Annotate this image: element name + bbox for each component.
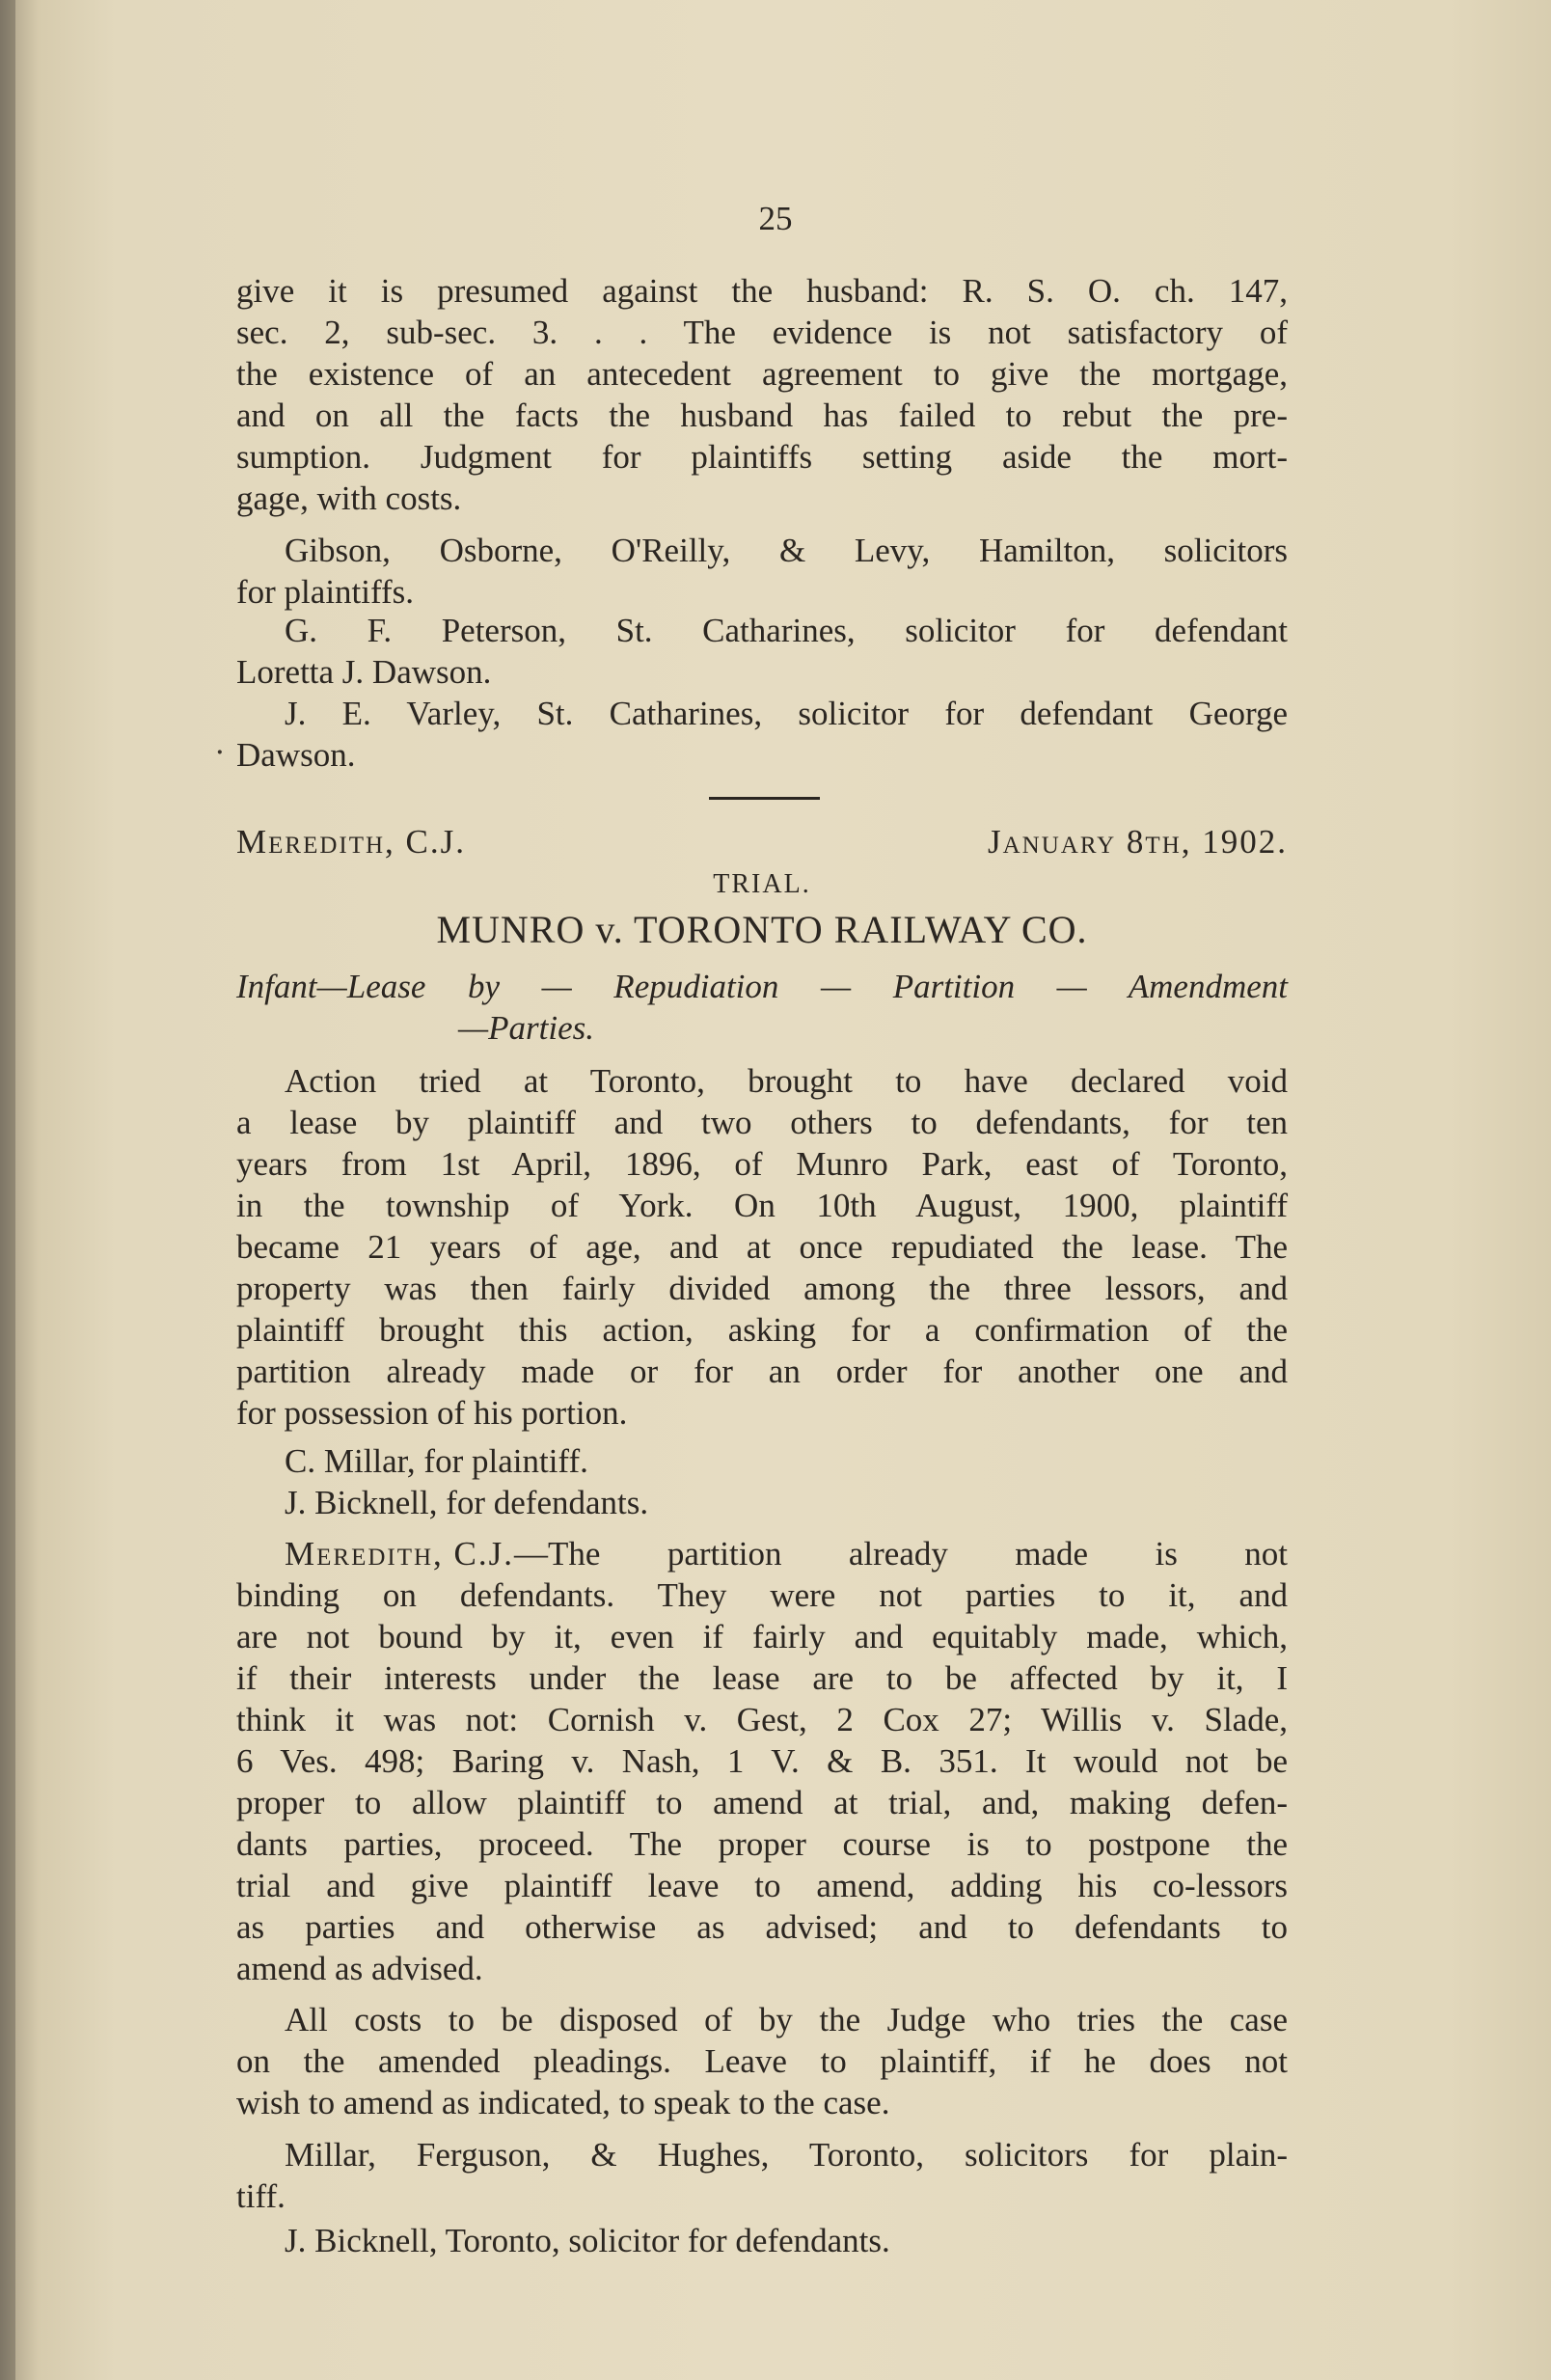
judgment-line: if their interests under the lease are to be affected by it, I [236,1659,1288,1697]
solicitor-line: Dawson. [236,736,356,774]
solicitor-line: J. E. Varley, St. Catharines, solicitor for defendant George [285,695,1288,732]
counsel-line: C. Millar, for plaintiff. [285,1442,588,1480]
judge-name: Meredith, C.J. [236,823,467,861]
judgment-line: are not bound by it, even if fairly and equitably made, which, [236,1618,1288,1655]
judgment-line: proper to allow plaintiff to amend at trial, and, making defen- [236,1784,1288,1821]
solicitor-line: J. Bicknell, Toronto, solicitor for defendants. [285,2222,890,2259]
paragraph-line: partition already made or for an order for another one and [236,1353,1288,1390]
paragraph-line: the existence of an antecedent agreement to give the mortgage, [236,355,1288,393]
paragraph-line: years from 1st April, 1896, of Munro Park, east of Toronto, [236,1145,1288,1183]
page-number: 25 [758,200,793,237]
judgment-line: as parties and otherwise as advised; and to defendants to [236,1908,1288,1946]
paragraph-line: property was then fairly divided among the three lessors, and [236,1270,1288,1307]
judgment-date: January 8th, 1902. [987,823,1288,861]
section-rule [709,797,820,800]
judgment-judge: Meredith, C.J. [285,1535,515,1573]
headnote-line: —Parties. [458,1009,594,1047]
paragraph-line: sumption. Judgment for plaintiffs setting aside the mort- [236,438,1288,476]
judgment-first-text: —The partition already made is not [514,1535,1288,1573]
paragraph-line: wish to amend as indicated, to speak to the case. [236,2084,890,2121]
paragraph-line: on the amended pleadings. Leave to plaintiff, if he does not [236,2042,1288,2080]
solicitor-line: tiff. [236,2177,286,2215]
paragraph-line: became 21 years of age, and at once repudiated the lease. The [236,1228,1288,1266]
paragraph-line: plaintiff brought this action, asking for a confirmation of the [236,1311,1288,1349]
judgment-line: binding on defendants. They were not parties to it, and [236,1576,1288,1614]
solicitor-line: for plaintiffs. [236,573,415,611]
paragraph-line: gage, with costs. [236,479,462,517]
paragraph-line: give it is presumed against the husband: R. S. O. ch. 147, [236,272,1288,310]
solicitor-line: Millar, Ferguson, & Hughes, Toronto, solicitors for plain- [285,2136,1288,2174]
paragraph-line: All costs to be disposed of by the Judge who tries the case [285,2001,1288,2038]
judgment-line: trial and give plaintiff leave to amend, adding his co-lessors [236,1867,1288,1904]
paragraph-line: a lease by plaintiff and two others to defendants, for ten [236,1104,1288,1141]
judgment-line: amend as advised. [236,1950,483,1987]
judgment-first-line [285,1534,1288,1574]
case-title: MUNRO v. TORONTO RAILWAY CO. [436,908,1088,951]
judgment-line: dants parties, proceed. The proper course is to postpone the [236,1825,1288,1863]
judgment-line: think it was not: Cornish v. Gest, 2 Cox 27; Willis v. Slade, [236,1701,1288,1738]
margin-mark: · [214,733,226,771]
counsel-line: J. Bicknell, for defendants. [285,1484,649,1521]
trial-label: TRIAL. [713,869,811,899]
paragraph-line: in the township of York. On 10th August, 1900, plaintiff [236,1187,1288,1224]
paragraph-line: for possession of his portion. [236,1394,628,1432]
paragraph-line: Action tried at Toronto, brought to have declared void [285,1062,1288,1100]
headnote-line: Infant—Lease by — Repudiation — Partition — Amendment [236,968,1288,1005]
paragraph-line: and on all the facts the husband has failed to rebut the pre- [236,397,1288,434]
judgment-line: 6 Ves. 498; Baring v. Nash, 1 V. & B. 351. It would not be [236,1742,1288,1780]
solicitor-line: Gibson, Osborne, O'Reilly, & Levy, Hamilton, solicitors [285,532,1288,569]
solicitor-line: Loretta J. Dawson. [236,653,492,691]
solicitor-line: G. F. Peterson, St. Catharines, solicitor for defendant [285,612,1288,649]
paragraph-line: sec. 2, sub-sec. 3. . . The evidence is not satisfactory of [236,314,1288,351]
